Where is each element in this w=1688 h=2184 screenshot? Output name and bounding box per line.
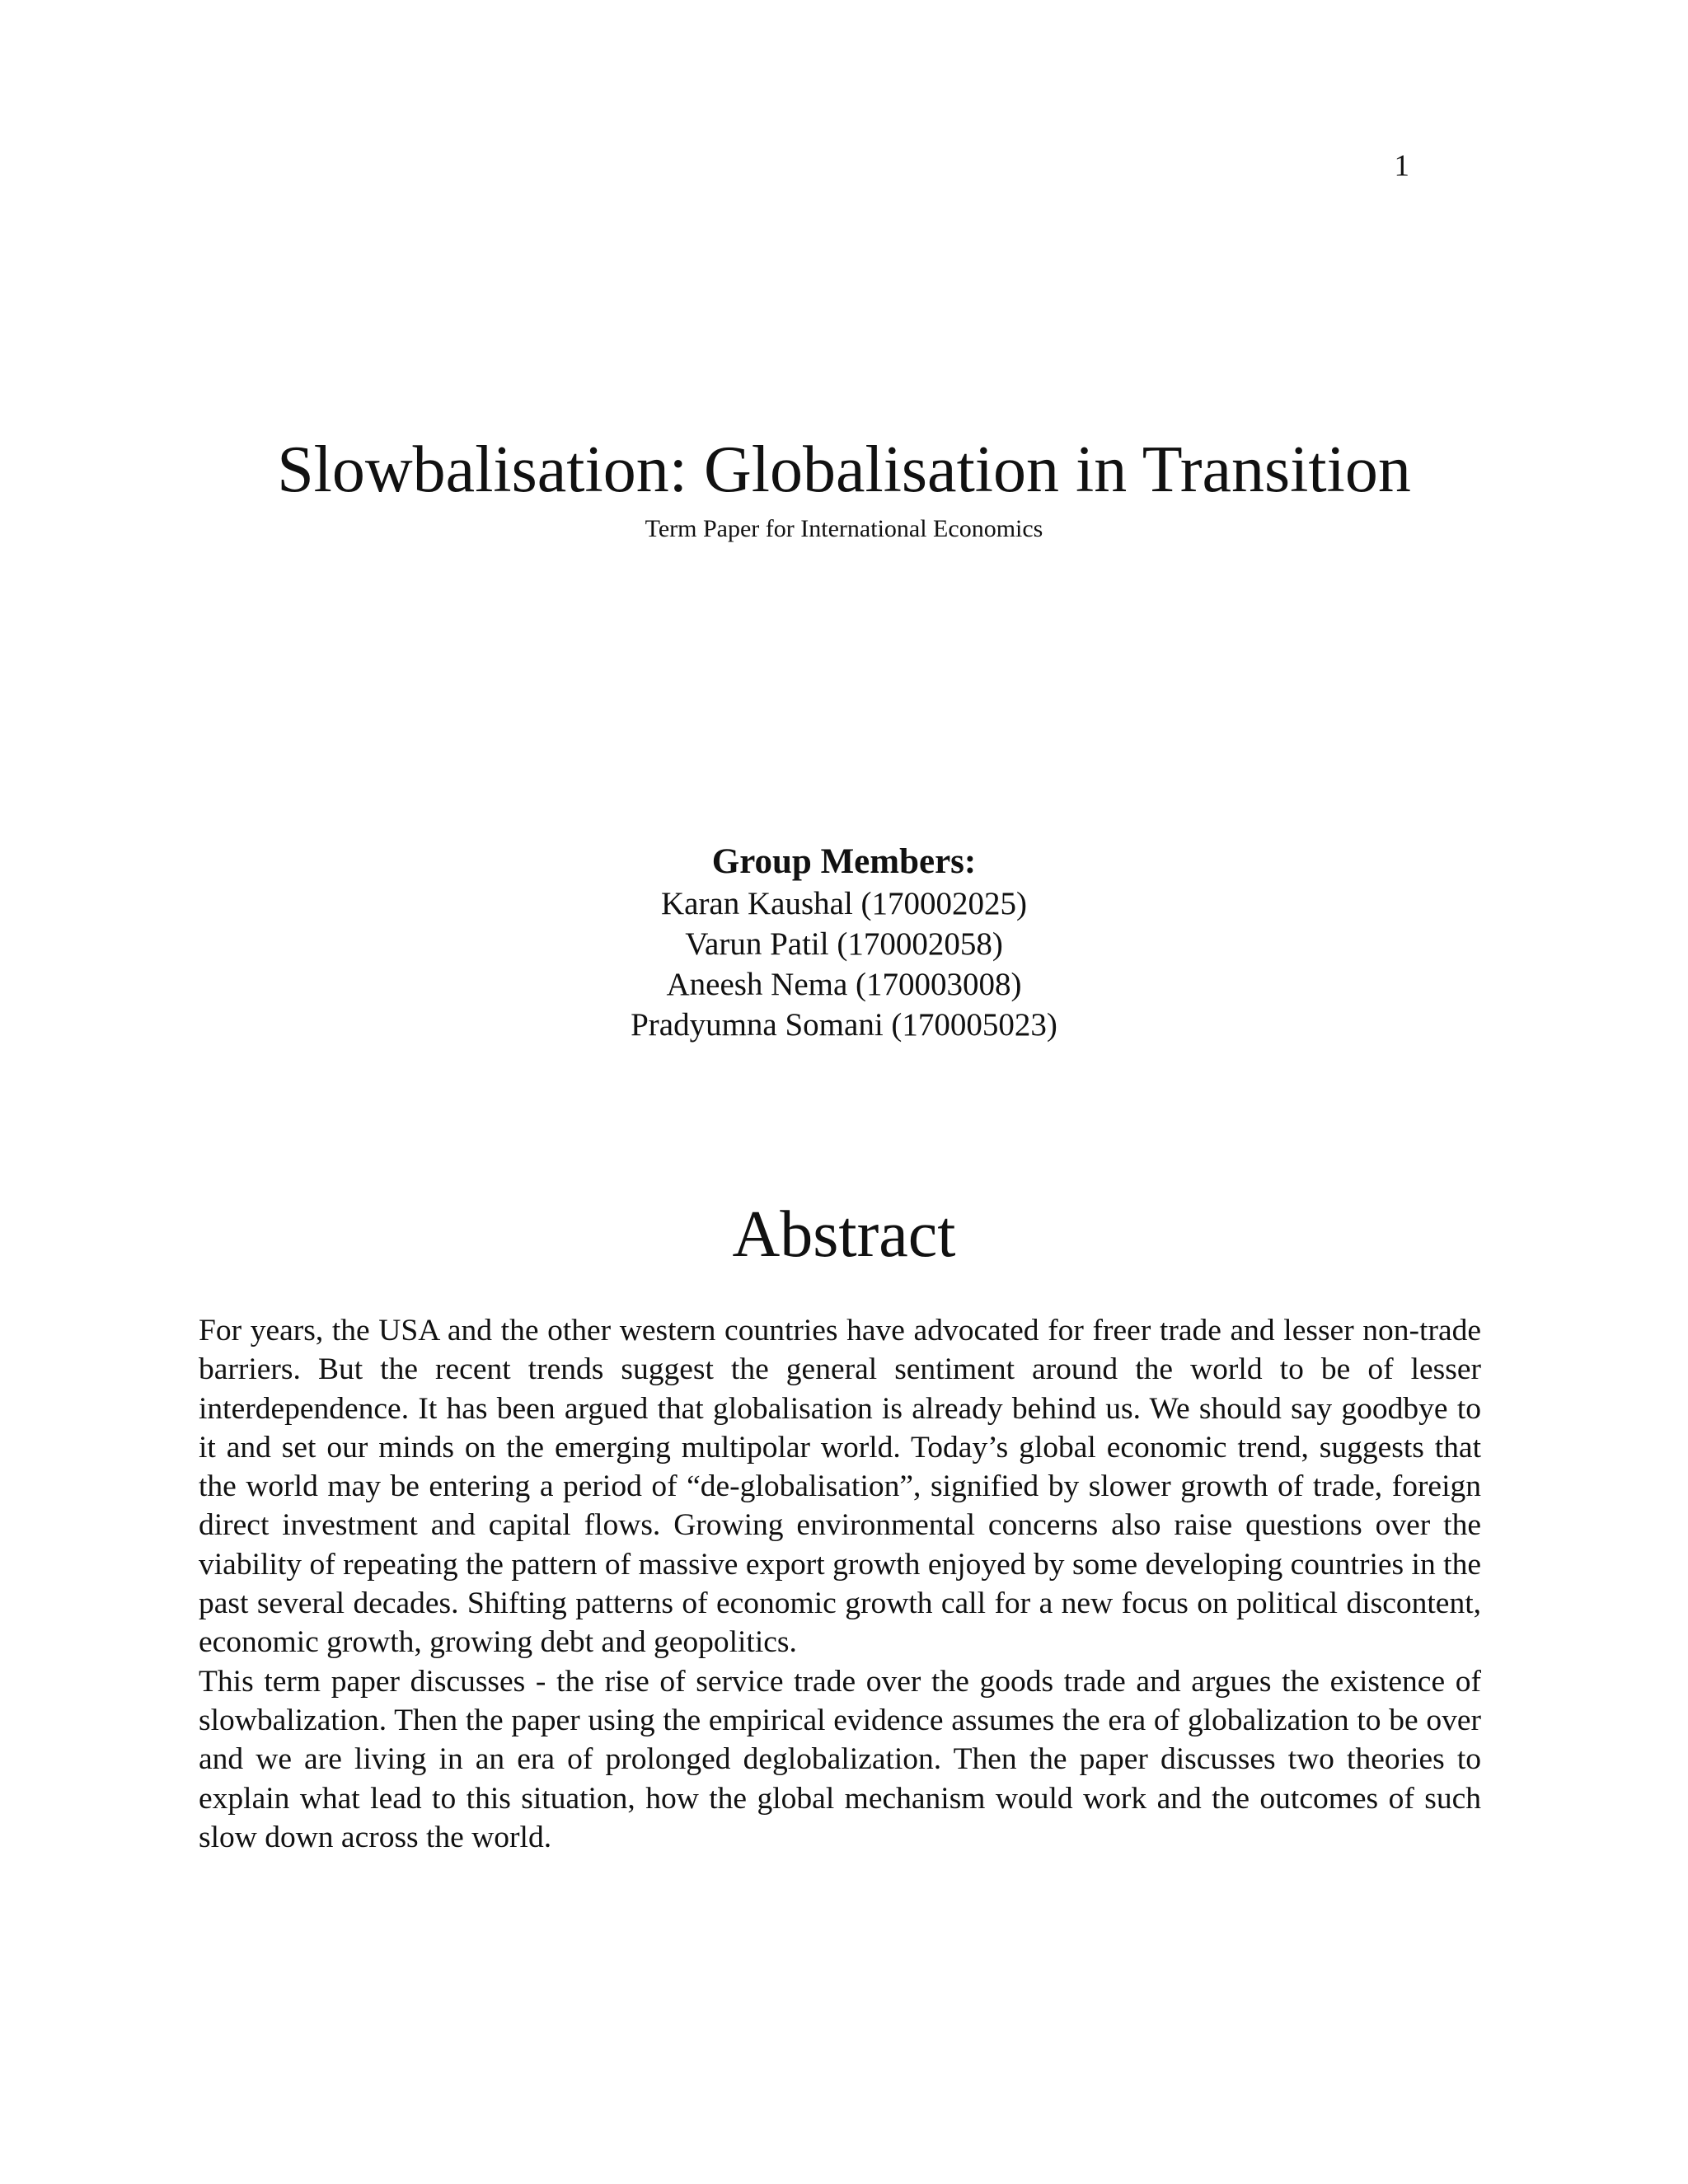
title-block xyxy=(0,429,1688,544)
member-item: Pradyumna Somani (170005023) xyxy=(631,1007,1057,1043)
paper-title: Slowbalisation: Globalisation in Transition xyxy=(277,434,1411,506)
member-item: Varun Patil (170002058) xyxy=(685,926,1003,962)
group-members-list xyxy=(0,883,1688,1045)
abstract-paragraph: For years, the USA and the other western countries have advocated for freer trade and lesser non-trade barriers. But the recent trends suggest the general sentiment around the world to be of lesser interdependence. It has been argued that globalisation is already behind us. We should say goodbye to it and set our minds on the emerging multipolar world. Today’s global economic trend, suggests that the world may be entering a period of “de-globalisation”, signified by slower growth of trade, foreign direct investment and capital flows. Growing environmental concerns also raise questions over the viability of repeating the pattern of massive export growth enjoyed by some developing countries in the past several decades. Shifting patterns of economic growth call for a new focus on political discontent, economic growth, growing debt and geopolitics. xyxy=(199,1314,1481,1660)
group-members-heading: Group Members: xyxy=(711,842,977,881)
abstract-body xyxy=(199,1311,1481,1857)
member-item: Aneesh Nema (170003008) xyxy=(666,967,1022,1002)
paper-subtitle: Term Paper for International Economics xyxy=(645,515,1043,542)
member-item: Karan Kaushal (170002025) xyxy=(660,886,1028,921)
abstract-heading: Abstract xyxy=(732,1198,956,1271)
page-number: 1 xyxy=(1394,149,1409,183)
group-members-section xyxy=(0,841,1688,1045)
abstract-paragraph: This term paper discusses - the rise of service trade over the goods trade and argues the existence of slowbalization. Then the paper using the empirical evidence assumes the era of globalization to be over and we are living in an era of prolonged deglobalization. Then the paper discusses two theories to explain what lead to this situation, how the global mechanism would work and the outcomes of such slow down across the world. xyxy=(199,1664,1481,1854)
